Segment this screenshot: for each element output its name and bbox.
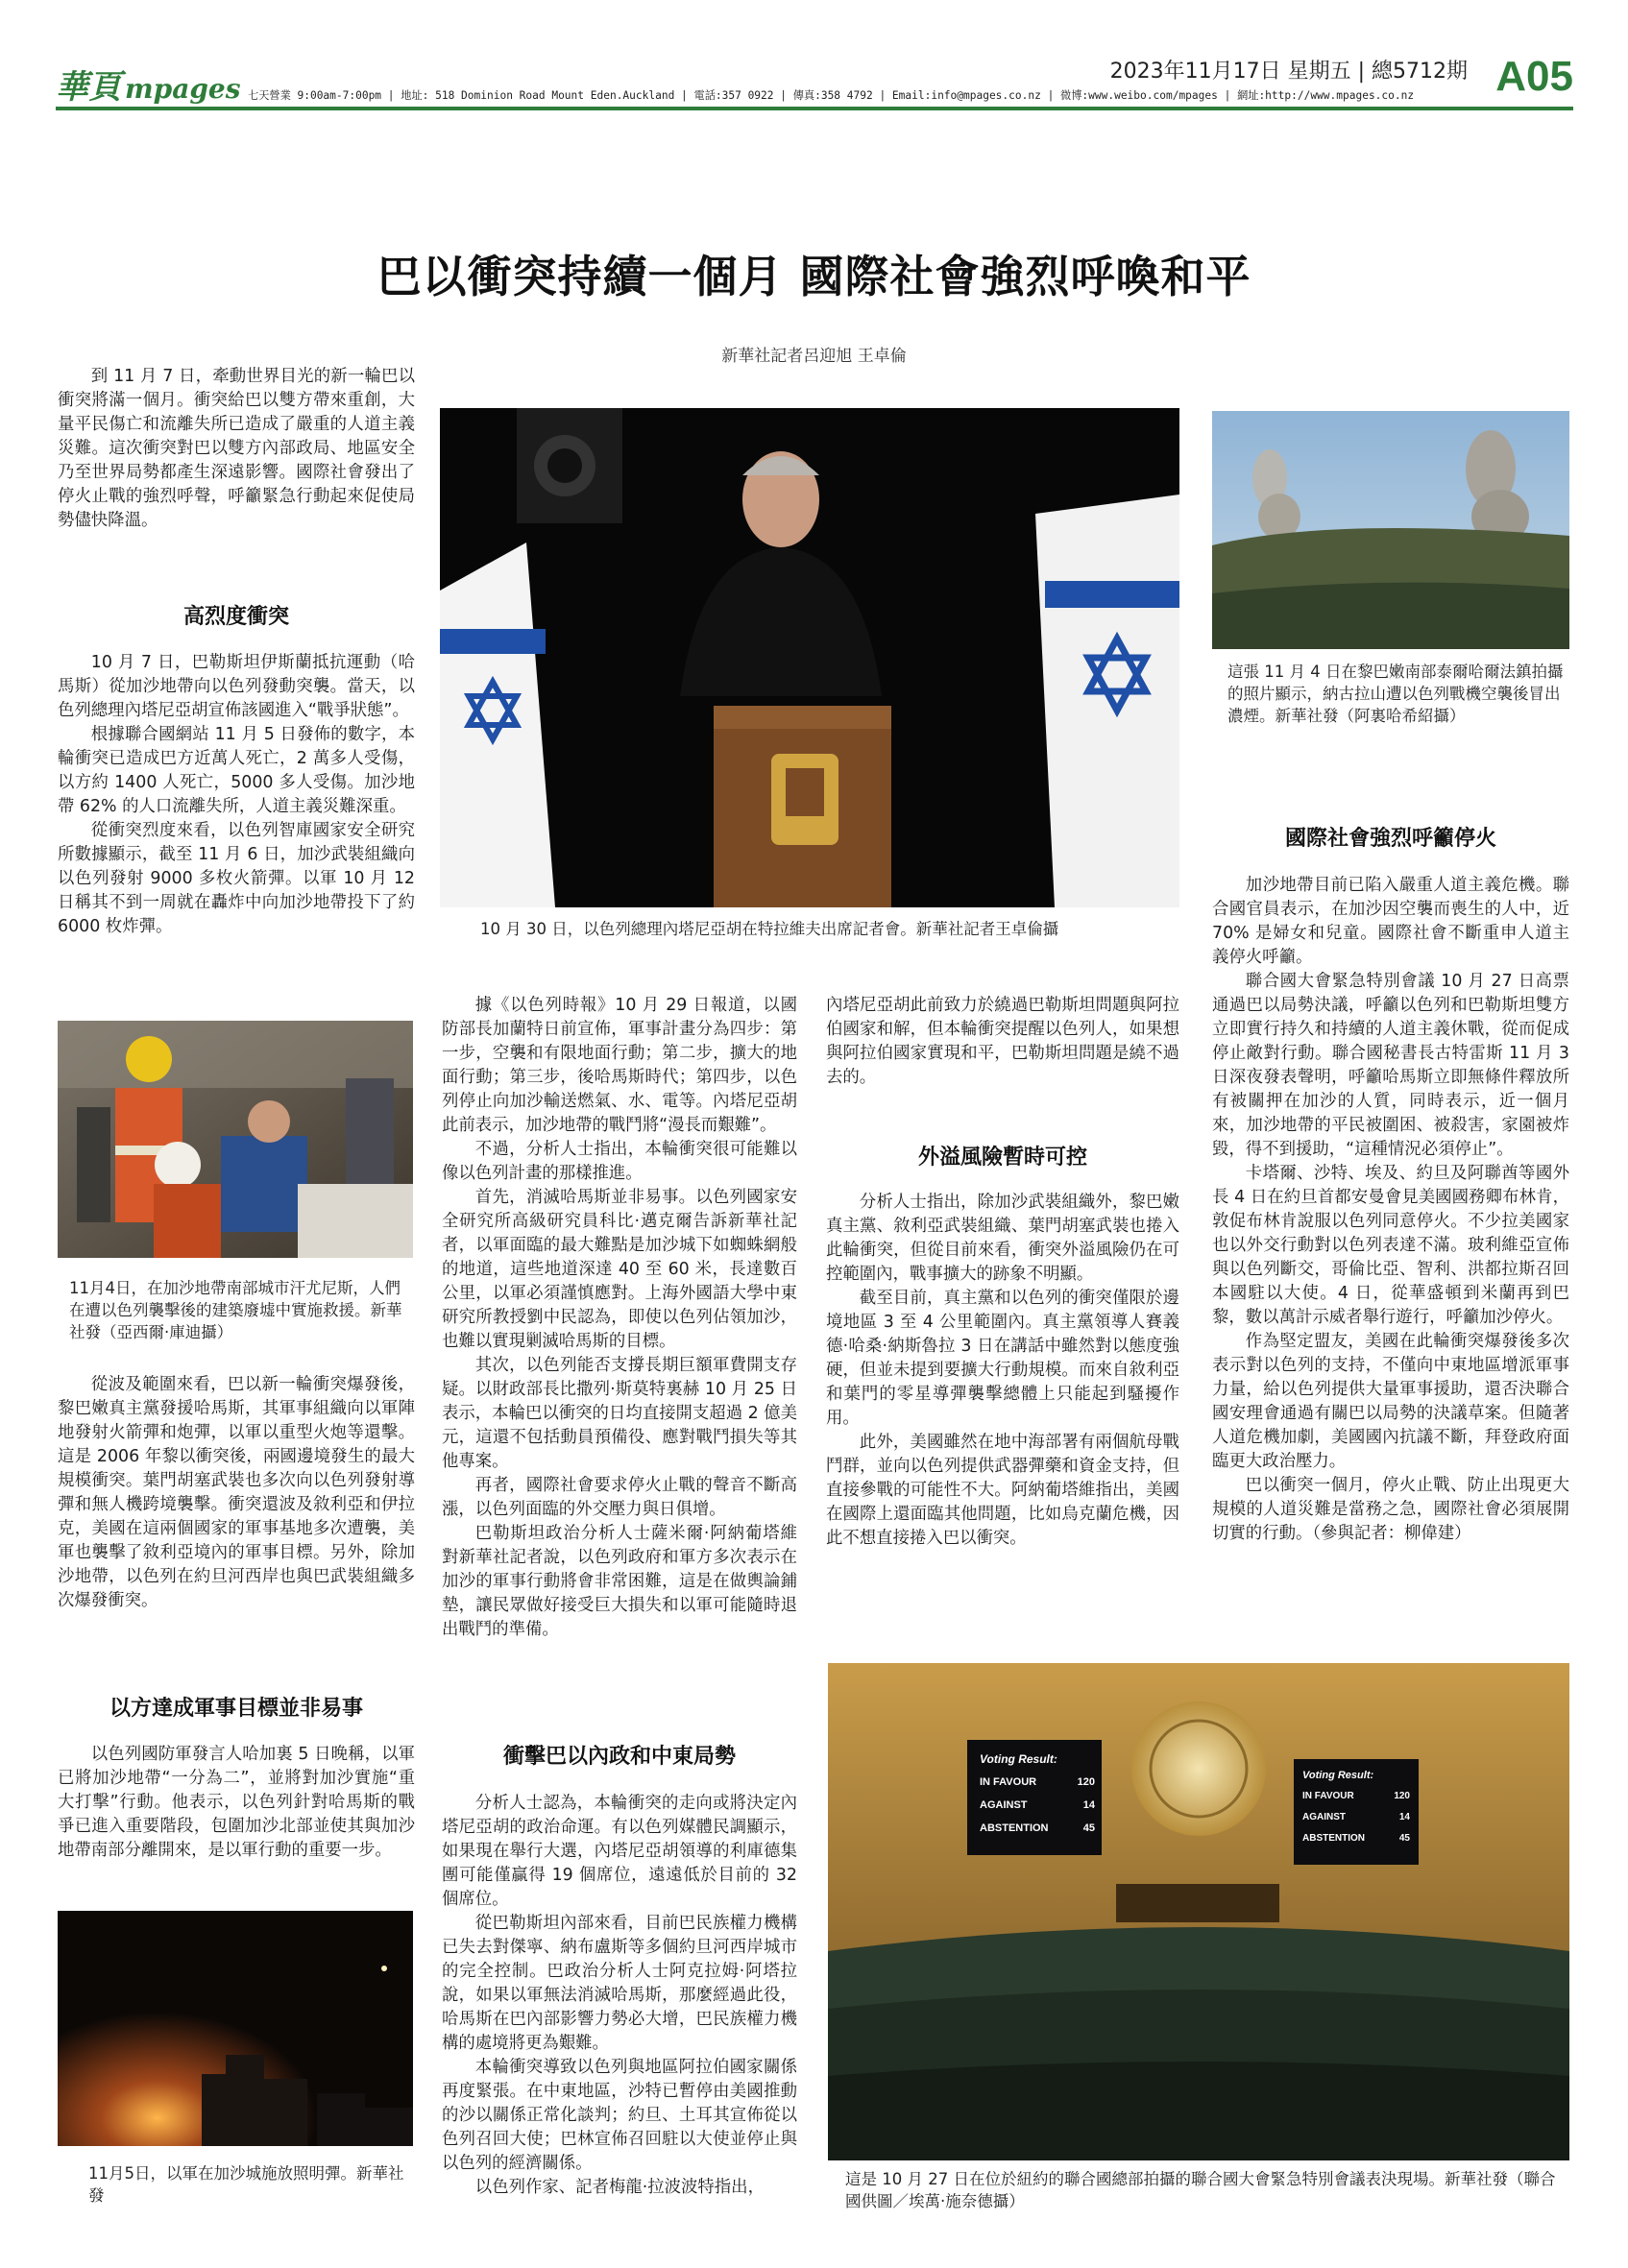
- vote-row-against: AGAINST 14: [980, 1799, 1095, 1811]
- paragraph: 再者，國際社會要求停火止戰的聲音不斷高漲，以色列面臨的外交壓力與日俱增。: [442, 1476, 797, 1519]
- paragraph: 根據聯合國網站 11 月 5 日發佈的數字，本輪衝突已造成巴方近萬人死亡，2 萬多人受傷，以方約 1400 人死亡，5000 多人受傷。加沙地帶 62% 的人口流離失所，人道主義災難深重。: [58, 725, 415, 816]
- rescue-photo: [58, 1021, 413, 1258]
- section-domestic-impact: [442, 1792, 797, 2200]
- paragraph: 從波及範圍來看，巴以新一輪衝突爆發後，黎巴嫩真主黨發援哈馬斯，其軍事組織向以軍陣地發射火箭彈和炮彈，以軍以重型火炮等還擊。這是 2006 年黎以衝突後，兩國邊境發生的最大規模衝突。葉門胡塞武裝也多次向以色列發射導彈和無人機跨境襲擊。衝突還波及敘利亞和伊拉克，美國在這兩個國家的軍事基地多次遭襲，美軍也襲擊了敘利亞境內的軍事目標。另外，除加沙地帶，以色列在約旦河西岸也與巴武裝組織多次爆發衝突。: [58, 1375, 415, 1610]
- paragraph: 加沙地帶目前已陷入嚴重人道主義危機。聯合國官員表示，在加沙因空襲而喪生的人中，近 70% 是婦女和兒童。國際社會不斷重申人道主義停火呼籲。: [1212, 876, 1569, 967]
- night-flare-caption: 11月5日，以軍在加沙城施放照明彈。新華社發: [88, 2164, 404, 2205]
- main-photo-caption: 10 月 30 日，以色列總理內塔尼亞胡在特拉維夫出席記者會。新華社記者王卓倫攝: [480, 920, 1059, 938]
- lebanon-photo-caption: 這張 11 月 4 日在黎巴嫩南部泰爾哈爾法鎮拍攝的照片顯示，納古拉山遭以色列戰機空襲後冒出濃煙。新華社發（阿裏哈希紹攝）: [1227, 663, 1564, 725]
- page-number: A05: [1495, 53, 1573, 100]
- lebanon-smoke-photo: [1212, 411, 1569, 649]
- vote-row-favour: IN FAVOUR 120: [1302, 1791, 1410, 1801]
- subheading-ceasefire-call: 國際社會強烈呼籲停火: [1284, 827, 1496, 851]
- subheading-military-goals: 以方達成軍事目標並非易事: [109, 1697, 363, 1721]
- paragraph: 據《以色列時報》10 月 29 日報道，以國防部長加蘭特日前宣佈，軍事計畫分為四步：第一步，空襲和有限地面行動；第二步，擴大的地面行動；第三步，後哈馬斯時代；第四步，以色列停止向加沙輸送燃氣、水、電等。內塔尼亞胡此前表示，加沙地帶的戰鬥將“漫長而艱難”。: [442, 996, 797, 1135]
- mpages-logo[interactable]: [56, 60, 241, 108]
- section-spillover-risk: [826, 1191, 1179, 1551]
- article-intro: [58, 365, 415, 533]
- byline: 新華社記者呂迎旭 王卓倫: [721, 347, 907, 366]
- issue-date: 2023年11月17日 星期五 | 總5712期: [1109, 60, 1468, 84]
- masthead: [56, 53, 1573, 110]
- paragraph: 巴勒斯坦政治分析人士薩米爾·阿納葡塔維對新華社記者說，以色列政府和軍方多次表示在加沙的軍事行動將會非常困難，這是在做輿論鋪墊，讓民眾做好接受巨大損失和以軍可能隨時退出戰鬥的準備。: [442, 1524, 797, 1639]
- section-high-intensity: [58, 651, 415, 939]
- subheading-domestic-impact: 衝擊巴以內政和中東局勢: [502, 1745, 736, 1769]
- intro-paragraph: 到 11 月 7 日，牽動世界目光的新一輪巴以衝突將滿一個月。衝突給巴以雙方帶來重創，大量平民傷亡和流離失所已造成了嚴重的人道主義災難。這次衝突對巴以雙方內部政局、地區安全乃至世界局勢都產生深遠影響。國際社會發出了停火止戰的強烈呼聲，呼籲緊急行動起來促使局勢儘快降溫。: [58, 367, 415, 530]
- paragraph: 首先，消滅哈馬斯並非易事。以色列國家安全研究所高級研究員科比·邁克爾告訴新華社記者，以軍面臨的最大難點是加沙城下如蜘蛛網般的地道，這些地道深達 40 至 60 米，長達數百公里，以軍必須謹慎應對。上海外國語大學中東研究所教授劉中民認為，即使以色列佔領加沙，也難以實現剿滅哈馬斯的目標。: [442, 1188, 797, 1351]
- section-military-plan: [442, 994, 797, 1642]
- paragraph: 不過，分析人士指出，本輪衝突很可能難以像以色列計畫的那樣推進。: [442, 1140, 797, 1183]
- night-flare-photo: [58, 1911, 413, 2146]
- section-spillover-scope: [58, 1373, 415, 1613]
- paragraph: 從巴勒斯坦內部來看，目前巴民族權力機構已失去對傑寧、納布盧斯等多個約旦河西岸城市的完全控制。巴政治分析人士阿克拉姆·阿塔拉說，如果以軍無法消滅哈馬斯，那麼經過此役，哈馬斯在巴內部影響力勢必大增，巴民族權力機構的處境將更為艱難。: [442, 1914, 797, 2053]
- paragraph: 作為堅定盟友，美國在此輪衝突爆發後多次表示對以色列的支持，不僅向中東地區增派軍事力量，給以色列提供大量軍事援助，還否決聯合國安理會通過有關巴以局勢的決議草案。但隨著人道危機加劇，美國國內抗議不斷，拜登政府面臨更大政治壓力。: [1212, 1332, 1569, 1471]
- paragraph: 截至目前，真主黨和以色列的衝突僅限於邊境地區 3 至 4 公里範圍內。真主黨領導人賽義德·哈桑·納斯魯拉 3 日在講話中雖然對以態度強硬，但並未提到要擴大行動規模。而來自敘利亞和葉門的零星導彈襲擊總體上只能起到騷擾作用。: [826, 1289, 1179, 1428]
- paragraph: 卡塔爾、沙特、埃及、約旦及阿聯酋等國外長 4 日在約旦首都安曼會見美國國務卿布林肯，敦促布林肯說服以色列同意停火。不少拉美國家也以外交行動對以色列表達不滿。玻利維亞宣佈與以色列斷交，哥倫比亞、智利、洪都拉斯召回本國駐以大使。4 日，從華盛頓到米蘭再到巴黎，數以萬計示威者舉行遊行，呼籲加沙停火。: [1212, 1164, 1569, 1327]
- rescue-photo-caption: 11月4日，在加沙地帶南部城市汗尤尼斯，人們在遭以色列襲擊後的建築廢墟中實施救援。新華社發（亞西爾·庫迪攝）: [69, 1279, 402, 1341]
- paragraph: 從衝突烈度來看，以色列智庫國家安全研究所數據顯示，截至 11 月 6 日，加沙武裝組織向以色列發射 9000 多枚火箭彈。以軍 10 月 12 日稱其不到一周就在轟炸中向加沙地帶投下了約 6000 枚炸彈。: [58, 821, 415, 936]
- paragraph: 此外，美國雖然在地中海部署有兩個航母戰鬥群，並向以色列提供武器彈藥和資金支持，但直接參戰的可能性不大。阿納葡塔維指出，美國在國際上還面臨其他問題，比如烏克蘭危機，因此不想直接捲入巴以衝突。: [826, 1433, 1179, 1548]
- paragraph: 以色列國防軍發言人哈加裏 5 日晚稱，以軍已將加沙地帶“一分為二”，並將對加沙實施“重大打擊”行動。他表示，以色列針對哈馬斯的戰爭已進入重要階段，包圍加沙北部並使其與加沙地帶南部分離開來，是以軍行動的重要一步。: [58, 1745, 415, 1860]
- paragraph: 聯合國大會緊急特別會議 10 月 27 日高票通過巴以局勢決議，呼籲以色列和巴勒斯坦雙方立即實行持久和持續的人道主義休戰，從而促成停止敵對行動。聯合國秘書長古特雷斯 11 月 3 日深夜發表聲明，呼籲哈馬斯立即無條件釋放所有被關押在加沙的人質，同時表示，近一個月來，加沙地帶的平民被圍困、被殺害，家園被炸毀，得不到援助，“這種情況必須停止”。: [1212, 972, 1569, 1159]
- section-arab-relations-cont: [826, 994, 1179, 1090]
- paragraph: 本輪衝突導致以色列與地區阿拉伯國家關係再度緊張。在中東地區，沙特已暫停由美國推動的沙以關係正常化談判；約旦、土耳其宣佈從以色列召回大使；巴林宣佈召回駐以大使並停止與以色列的經濟關係。: [442, 2058, 797, 2173]
- vote-row-abstention: ABSTENTION 45: [1302, 1833, 1410, 1844]
- vote-title: Voting Result:: [980, 1752, 1057, 1766]
- vote-title: Voting Result:: [1302, 1770, 1374, 1781]
- logo-chinese: 華頁: [56, 68, 121, 107]
- logo-english: mpages: [125, 73, 241, 105]
- paragraph: 內塔尼亞胡此前致力於繞過巴勒斯坦問題與阿拉伯國家和解，但本輪衝突提醒以色列人，如果想與阿拉伯國家實現和平，巴勒斯坦問題是繞不過去的。: [826, 996, 1179, 1087]
- section-ceasefire-call: [1212, 874, 1569, 1546]
- paragraph: 其次，以色列能否支撐長期巨額軍費開支存疑。以財政部長比撒列·斯莫特裏赫 10 月 25 日表示，本輪巴以衝突的日均直接開支超過 2 億美元，這還不包括動員預備役、應對戰鬥損失等其他專案。: [442, 1356, 797, 1471]
- un-general-assembly-photo: [828, 1663, 1569, 2160]
- netanyahu-press-conference-photo: [440, 408, 1179, 907]
- vote-board-right: [1302, 1765, 1410, 1849]
- paragraph: 分析人士指出，除加沙武裝組織外，黎巴嫩真主黨、敘利亞武裝組織、葉門胡塞武裝也捲入此輪衝突，但從目前來看，衝突外溢風險仍在可控範圍內，戰事擴大的跡象不明顯。: [826, 1193, 1179, 1284]
- un-photo-caption: 這是 10 月 27 日在位於紐約的聯合國總部拍攝的聯合國大會緊急特別會議表決現場。新華社發（聯合國供圖／埃萬·施奈德攝）: [845, 2170, 1556, 2210]
- paragraph: 以色列作家、記者梅龍·拉波波特指出，: [474, 2178, 765, 2197]
- contact-info: 七天營業 9:00am-7:00pm | 地址: 518 Dominion Road Mount Eden.Auckland | 電話:357 0922 | 傳真:358 4792 | Email:info@mpages.co.nz | 微博:www.weibo.com/mpages | 網址:http://www.mpages.co.nz: [248, 89, 1415, 102]
- vote-row-against: AGAINST 14: [1302, 1812, 1410, 1822]
- vote-row-abstention: ABSTENTION 45: [980, 1822, 1095, 1834]
- vote-board-left: [980, 1748, 1095, 1840]
- section-military-goals: [58, 1743, 415, 1863]
- paragraph: 巴以衝突一個月，停火止戰、防止出現更大規模的人道災難是當務之急，國際社會必須展開切實的行動。（參與記者：柳偉建）: [1212, 1476, 1569, 1543]
- subheading-spillover-risk: 外溢風險暫時可控: [917, 1146, 1087, 1170]
- subheading-high-intensity: 高烈度衝突: [182, 605, 289, 629]
- vote-row-favour: IN FAVOUR 120: [980, 1776, 1095, 1788]
- paragraph: 分析人士認為，本輪衝突的走向或將決定內塔尼亞胡的政治命運。有以色列媒體民調顯示，如果現在舉行大選，內塔尼亞胡領導的利庫德集團可能僅贏得 19 個席位，遠遠低於目前的 32 個席位。: [442, 1794, 797, 1909]
- headline: 巴以衝突持續一個月 國際社會強烈呼喚和平: [377, 251, 1251, 302]
- paragraph: 10 月 7 日，巴勒斯坦伊斯蘭抵抗運動（哈馬斯）從加沙地帶向以色列發動突襲。當天，以色列總理內塔尼亞胡宣佈該國進入“戰爭狀態”。: [58, 653, 415, 720]
